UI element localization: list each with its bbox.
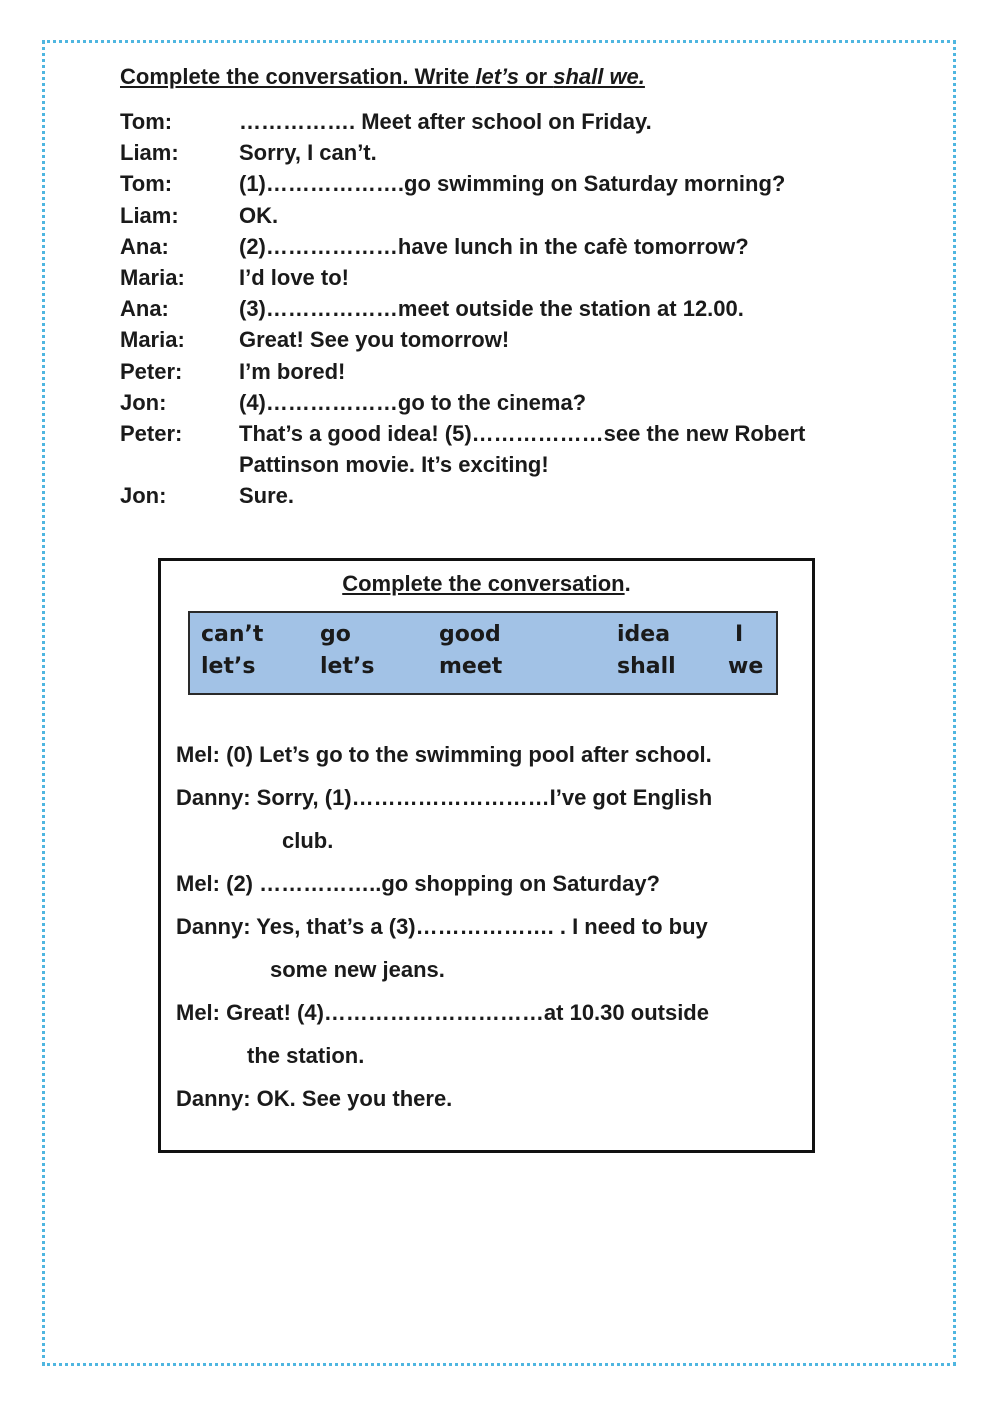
- exercise2-title: [161, 571, 812, 597]
- dialog-line: [120, 200, 880, 231]
- line-text: Sure.: [239, 483, 295, 509]
- speaker: Tom:: [120, 109, 173, 134]
- dialog-line: Danny: Sorry, (1)………………………I’ve got English: [176, 785, 713, 810]
- dialog-line: [120, 356, 880, 387]
- speaker: Liam:: [120, 140, 179, 166]
- word-bank-item: idea: [617, 622, 671, 647]
- dialog-line: [120, 418, 880, 449]
- speaker: Maria:: [120, 327, 185, 353]
- dialog-line: some new jeans.: [270, 957, 445, 982]
- exercise2-box: [158, 558, 815, 1153]
- word-bank-item: shall: [617, 654, 676, 679]
- dialog-line: [120, 324, 880, 355]
- dialog-line: the station.: [247, 1043, 365, 1068]
- dialog-line: Mel: (2) ……………..go shopping on Saturday?: [176, 871, 660, 896]
- exercise2-title-period: .: [624, 571, 631, 596]
- line-text: Pattinson movie. It’s exciting!: [239, 452, 549, 478]
- line-text: That’s a good idea! (5)………………see the new Robert: [239, 421, 806, 447]
- line-text: (1)……………….go swimming on Saturday morning?: [239, 171, 786, 197]
- dialog-line: [120, 137, 880, 168]
- exercise1-title-or: or: [518, 64, 554, 89]
- word-bank-item: I: [735, 622, 744, 647]
- word-bank-item: we: [728, 654, 764, 679]
- exercise1-title-prefix: Complete the conversation. Write: [120, 64, 476, 89]
- word-bank-item: good: [439, 622, 501, 647]
- word-bank-item: go: [320, 622, 351, 647]
- dialog-line: Mel: Great! (4)…………………………at 10.30 outside: [176, 1000, 709, 1025]
- exercise1-title: [120, 64, 645, 90]
- dialog-line: Danny: Yes, that’s a (3)………………. . I need to buy: [176, 914, 708, 939]
- line-text: I’m bored!: [239, 358, 346, 384]
- dialog-line: [120, 168, 880, 199]
- line-text: (4)………………go to the cinema?: [239, 389, 587, 415]
- dialog-line: [120, 293, 880, 324]
- word-bank: [188, 611, 778, 695]
- speaker: Peter:: [120, 421, 183, 447]
- dialog-line: [120, 449, 880, 480]
- dialog-line: Danny: OK. See you there.: [176, 1086, 453, 1111]
- dialog-line: [120, 106, 880, 137]
- speaker: Ana:: [120, 233, 169, 259]
- speaker: Jon:: [120, 389, 167, 415]
- dialog-line: [120, 387, 880, 418]
- line-text: I’d love to!: [239, 265, 349, 291]
- line-text: OK.: [239, 202, 279, 228]
- dialog-line: [120, 480, 880, 511]
- dialog-line: Mel: (0) Let’s go to the swimming pool after school.: [176, 742, 712, 767]
- speaker: [120, 449, 239, 480]
- dialog-line: [120, 262, 880, 293]
- line-text: (3)………………meet outside the station at 12.00.: [239, 296, 744, 322]
- dialog-line: club.: [282, 828, 334, 853]
- exercise1-title-shallwe: shall we.: [553, 64, 645, 89]
- word-bank-item: let’s: [201, 654, 256, 679]
- line-text: Great! See you tomorrow!: [239, 327, 510, 353]
- word-bank-item: let’s: [320, 654, 375, 679]
- exercise1-title-lets: let’s: [475, 64, 519, 89]
- exercise1-dialog: [120, 106, 880, 512]
- speaker: Tom:: [120, 171, 173, 197]
- speaker: Maria:: [120, 265, 185, 291]
- dialog-line: [120, 231, 880, 262]
- word-bank-item: can’t: [201, 622, 264, 647]
- speaker: Liam:: [120, 202, 179, 228]
- speaker: Peter:: [120, 358, 183, 384]
- line-text: (2)………………have lunch in the cafè tomorrow?: [239, 233, 749, 259]
- word-bank-item: meet: [439, 654, 503, 679]
- line-text: ……………. Meet after school on Friday.: [239, 109, 652, 134]
- exercise2-dialog: [176, 733, 796, 1120]
- exercise2-title-text: Complete the conversation: [342, 571, 625, 596]
- speaker: Jon:: [120, 483, 167, 509]
- line-text: Sorry, I can’t.: [239, 140, 377, 166]
- speaker: Ana:: [120, 296, 169, 322]
